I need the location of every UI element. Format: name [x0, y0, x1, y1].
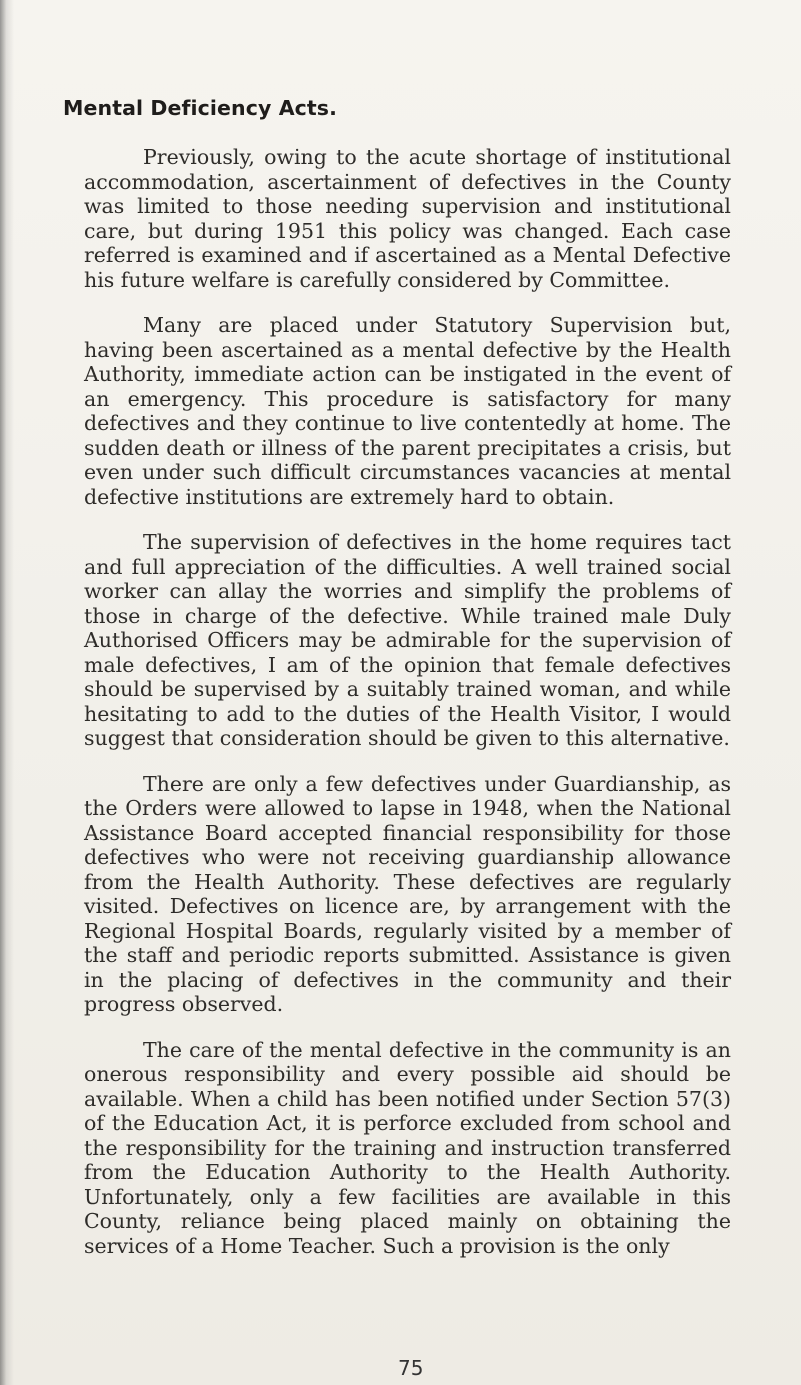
- section-heading: Mental Deficiency Acts.: [63, 96, 337, 120]
- paragraph-5: The care of the mental defective in the community is an onerous responsibility and every possible aid should be available. When a child has been notified under Section 57(3) of the Education Act, it is perforce excluded from school and the responsibility for the training and instruction transferred from the Education Authority to the Health Authority. Unfortunately, only a few facilities are available in this County, reliance being placed mainly on obtaining the services of a Home Teacher. Such a provision is the only: [84, 1037, 731, 1258]
- paragraph-4: There are only a few defectives under Guardianship, as the Orders were allowed to lapse in 1948, when the National Assistance Board accepted financial responsibility for those defectives who were not receiving guardianship allowance from the Health Authority. These defectives are regularly visited. Defectives on licence are, by arrangement with the Regional Hospital Boards, regularly visited by a member of the staff and periodic reports submitted. Assistance is given in the placing of defectives in the community and their progress observed.: [84, 771, 731, 1016]
- paragraph-3: The supervision of defectives in the home requires tact and full appreciation of the difficulties. A well trained social worker can allay the worries and simplify the problems of those in charge of the defective. While trained male Duly Authorised Officers may be admirable for the supervision of male defectives, I am of the opinion that female defectives should be supervised by a suitably trained woman, and while hesitating to add to the duties of the Health Visitor, I would suggest that consideration should be given to this alternative.: [84, 530, 731, 750]
- paragraph-2: Many are placed under Statutory Supervision but, having been ascertained as a mental defective by the Health Authority, immediate action can be instigated in the event of an emergency. This procedure is satisfactory for many defectives and they continue to live contentedly at home. The sudden death or illness of the parent precipitates a crisis, but even under such difficult circumstances vacancies at mental defective institutions are extremely hard to obtain.: [84, 313, 731, 509]
- body-text: [84, 145, 731, 1279]
- page-edge-shadow: [0, 0, 14, 1385]
- page-number: 75: [398, 1356, 424, 1380]
- paragraph-1: Previously, owing to the acute shortage of institutional accommodation, ascertainment of defectives in the County was limited to those needing supervision and institutional care, but during 1951 this policy was changed. Each case referred is examined and if ascertained as a Mental Defective his future welfare is carefully considered by Committee.: [84, 145, 731, 292]
